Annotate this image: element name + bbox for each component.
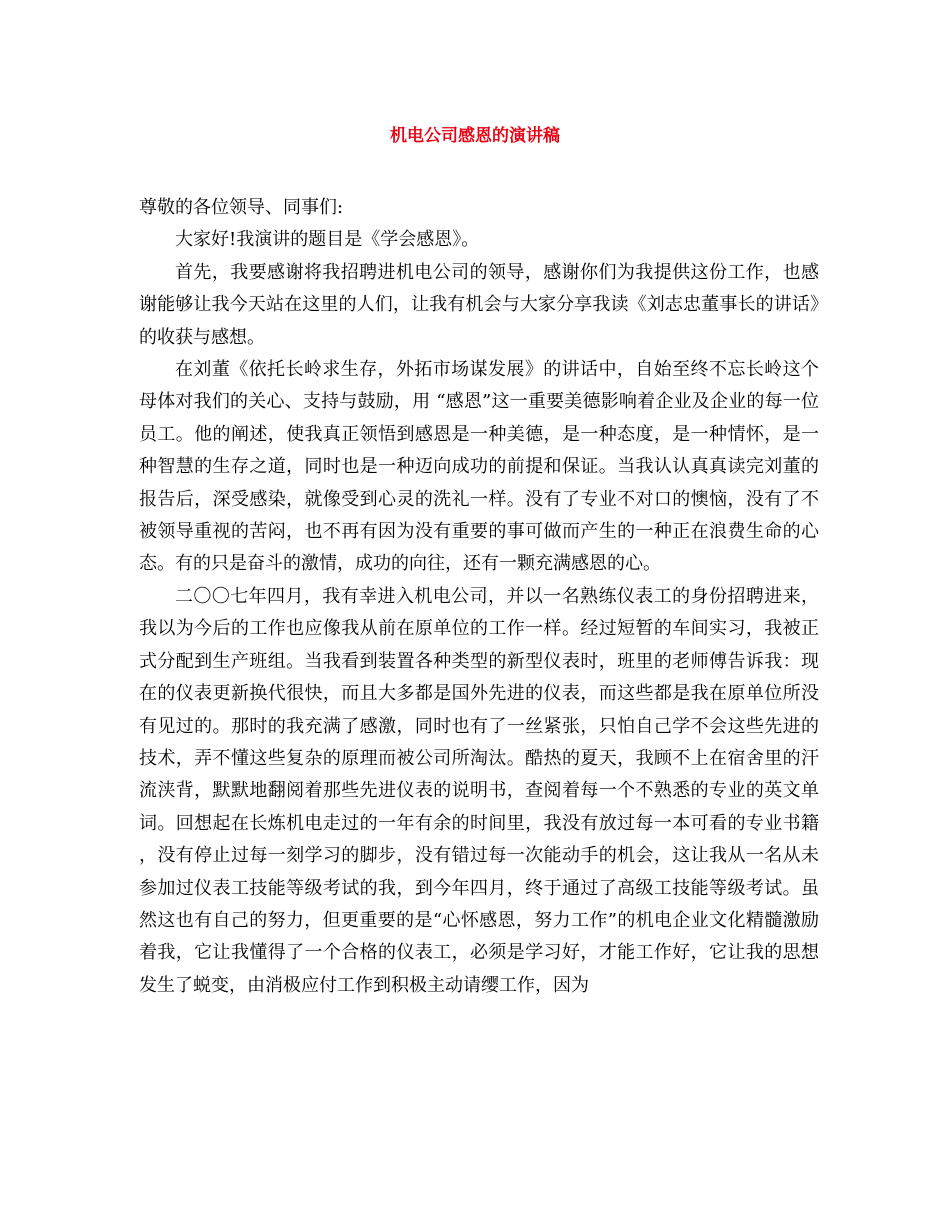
thanks-paragraph: 首先，我要感谢将我招聘进机电公司的领导，感谢你们为我提供这份工作，也感谢能够让我今天站在这里的人们，让我有机会与大家分享我读《刘志忠董事长的讲话》的收获与感想。 [139, 261, 819, 348]
document-title: 机电公司感恩的演讲稿 [390, 126, 560, 146]
personal-story-paragraph: 二〇〇七年四月，我有幸进入机电公司，并以一名熟练仪表工的身份招聘进来，我以为今后的工作也应像我从前在原单位的工作一样。经过短暂的车间实习，我被正式分配到生产班组。当我看到装置各种类型的新型仪表时，班里的老师傅告诉我：现在的仪表更新换代很快，而且大多都是国外先进的仪表，而这些都是我在原单位所没有见过的。那时的我充满了感激，同时也有了一丝紧张，只怕自己学不会这些先进的技术，弄不懂这些复杂的原理而被公司所淘汰。酷热的夏天，我顾不上在宿舍里的汗流浃背，默默地翻阅着那些先进仪表的说明书，查阅着每一个不熟悉的专业的英文单词。回想起在长炼机电走过的一年有余的时间里，我没有放过每一本可看的专业书籍，没有停止过每一刻学习的脚步，没有错过每一次能动手的机会，这让我从一名从未参加过仪表工技能等级考试的我，到今年四月，终于通过了高级工技能等级考试。虽然这也有自己的努力，但更重要的是“心怀感恩，努力工作”的机电企业文化精髓激励着我，它让我懂得了一个合格的仪表工，必须是学习好，才能工作好，它让我的思想发生了蜕变，由消极应付工作到积极主动请缨工作，因为 [139, 585, 819, 996]
document-body [139, 192, 819, 1002]
greeting-paragraph: 大家好!我演讲的题目是《学会感恩》。 [175, 229, 480, 251]
salutation-paragraph: 尊敬的各位领导、同事们: [139, 197, 344, 218]
speech-reflection-paragraph: 在刘董《依托长岭求生存，外拓市场谋发展》的讲话中，自始至终不忘长岭这个母体对我们的关心、支持与鼓励，用 “感恩”这一重要美德影响着企业及企业的每一位员工。他的阐述，使我真正领悟到感恩是一种美德，是一种态度，是一种情怀，是一种智慧的生存之道，同时也是一种迈向成功的前提和保证。当我认认真真读完刘董的报告后，深受感染，就像受到心灵的洗礼一样。没有了专业不对口的懊恼，没有了不被领导重视的苦闷，也不再有因为没有重要的事可做而产生的一种正在浪费生命的心态。有的只是奋斗的激情，成功的向往，还有一颗充满感恩的心。 [139, 359, 819, 575]
